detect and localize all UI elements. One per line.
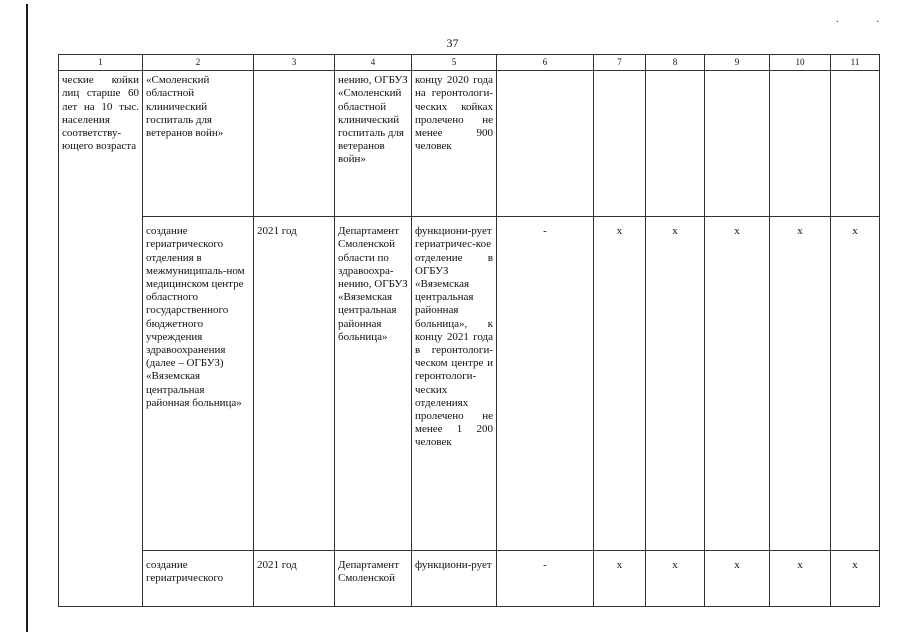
column-header: 10 <box>770 55 831 71</box>
column-header: 1 <box>59 55 143 71</box>
indicator-cell: ческие койки лиц старше 60 лет на 10 тыс. населения соответству-ющего возраста <box>59 71 143 607</box>
column-header: 5 <box>412 55 497 71</box>
column-header: 11 <box>831 55 880 71</box>
column-header: 4 <box>335 55 412 71</box>
table-header-row <box>59 55 880 71</box>
event-cell: создание гериатрического <box>143 551 254 607</box>
result-cell: функциони-рует <box>412 551 497 607</box>
value-cell: - <box>497 551 594 607</box>
value-cell: х <box>705 217 770 551</box>
value-cell: х <box>770 217 831 551</box>
deadline-cell: 2021 год <box>254 551 335 607</box>
page-number: 37 <box>446 36 459 50</box>
event-cell: создание гериатрического отделения в межмуниципаль-ном медицинском центре областного государственного бюджетного учреждения здравоохранения (далее – ОГБУЗ) «Вяземская центральная районная больница» <box>143 217 254 551</box>
event-cell: «Смоленский областной клинический госпиталь для ветеранов войн» <box>143 71 254 217</box>
program-table <box>58 54 880 607</box>
value-cell: х <box>594 217 646 551</box>
value-cell: х <box>646 217 705 551</box>
responsible-cell: Департамент Смоленской <box>335 551 412 607</box>
table-row <box>59 71 880 217</box>
value-cell: х <box>594 551 646 607</box>
column-header: 8 <box>646 55 705 71</box>
value-cell: - <box>497 217 594 551</box>
value-cell: х <box>705 551 770 607</box>
value-cell <box>770 71 831 217</box>
column-header: 6 <box>497 55 594 71</box>
left-margin-rule <box>26 4 28 632</box>
value-cell <box>497 71 594 217</box>
table-row <box>59 217 880 551</box>
column-header: 7 <box>594 55 646 71</box>
deadline-cell: 2021 год <box>254 217 335 551</box>
table-row <box>59 551 880 607</box>
deadline-cell <box>254 71 335 217</box>
value-cell <box>831 71 880 217</box>
column-header: 9 <box>705 55 770 71</box>
corner-marks: .. <box>836 14 917 25</box>
responsible-cell: Департамент Смоленской области по здравоохра-нению, ОГБУЗ «Вяземская центральная районная больница» <box>335 217 412 551</box>
result-cell: функциони-рует гериатричес-кое отделение в ОГБУЗ «Вяземская центральная районная больница», к концу 2021 года в геронтологи-ческом центре и геронтологи-ческих отделениях пролечено не менее 1 200 человек <box>412 217 497 551</box>
column-header: 2 <box>143 55 254 71</box>
value-cell <box>705 71 770 217</box>
result-cell: концу 2020 года на геронтологи-ческих койках пролечено не менее 900 человек <box>412 71 497 217</box>
value-cell: х <box>831 551 880 607</box>
value-cell <box>594 71 646 217</box>
value-cell: х <box>831 217 880 551</box>
value-cell: х <box>646 551 705 607</box>
responsible-cell: нению, ОГБУЗ «Смоленский областной клинический госпиталь для ветеранов войн» <box>335 71 412 217</box>
value-cell <box>646 71 705 217</box>
value-cell: х <box>770 551 831 607</box>
column-header: 3 <box>254 55 335 71</box>
